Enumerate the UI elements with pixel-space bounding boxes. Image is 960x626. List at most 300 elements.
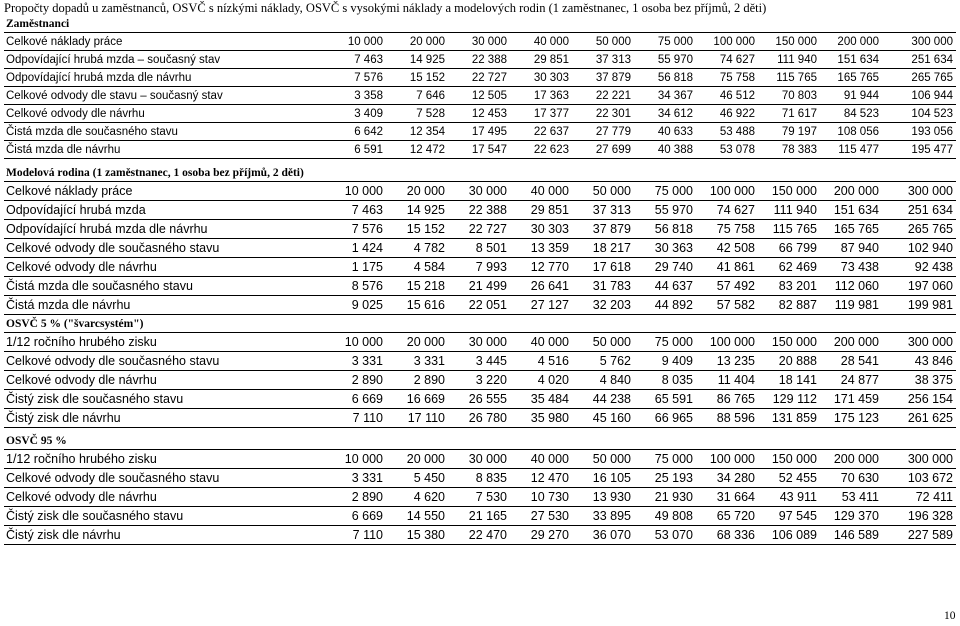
value-cell: 4 516: [510, 352, 572, 371]
table-row: [4, 87, 956, 105]
value-cell: 6 669: [324, 507, 386, 526]
value-cell: 6 642: [324, 123, 386, 141]
row-label: 1/12 ročního hrubého zisku: [4, 333, 324, 352]
row-label: Celkové odvody dle návrhu: [4, 105, 324, 123]
value-cell: 50 000: [572, 182, 634, 201]
data-table: [4, 332, 956, 428]
table-row: [4, 141, 956, 159]
page-number: 10: [944, 610, 956, 622]
value-cell: 53 411: [820, 488, 882, 507]
value-cell: 2 890: [386, 371, 448, 390]
row-label: Odpovídající hrubá mzda dle návrhu: [4, 220, 324, 239]
value-cell: 52 455: [758, 469, 820, 488]
value-cell: 7 993: [448, 258, 510, 277]
value-cell: 17 618: [572, 258, 634, 277]
row-label: Odpovídající hrubá mzda dle návrhu: [4, 69, 324, 87]
value-cell: 30 000: [448, 182, 510, 201]
value-cell: 150 000: [758, 450, 820, 469]
value-cell: 300 000: [882, 182, 956, 201]
row-label: Čistá mzda dle návrhu: [4, 141, 324, 159]
value-cell: 40 633: [634, 123, 696, 141]
value-cell: 44 637: [634, 277, 696, 296]
section-model-family: [4, 166, 953, 315]
value-cell: 86 765: [696, 390, 758, 409]
value-cell: 195 477: [882, 141, 956, 159]
value-cell: 56 818: [634, 220, 696, 239]
value-cell: 70 803: [758, 87, 820, 105]
section-osvc-5: [4, 317, 953, 428]
value-cell: 14 550: [386, 507, 448, 526]
value-cell: 40 000: [510, 33, 572, 51]
value-cell: 9 409: [634, 352, 696, 371]
value-cell: 102 940: [882, 239, 956, 258]
row-label: Celkové odvody dle návrhu: [4, 258, 324, 277]
value-cell: 11 404: [696, 371, 758, 390]
table-row: [4, 33, 956, 51]
value-cell: 30 303: [510, 220, 572, 239]
data-table: [4, 181, 956, 315]
value-cell: 13 359: [510, 239, 572, 258]
table-row: [4, 239, 956, 258]
value-cell: 22 623: [510, 141, 572, 159]
value-cell: 65 591: [634, 390, 696, 409]
value-cell: 15 616: [386, 296, 448, 315]
value-cell: 12 453: [448, 105, 510, 123]
value-cell: 131 859: [758, 409, 820, 428]
value-cell: 31 664: [696, 488, 758, 507]
value-cell: 32 203: [572, 296, 634, 315]
value-cell: 34 280: [696, 469, 758, 488]
value-cell: 7 463: [324, 51, 386, 69]
value-cell: 108 056: [820, 123, 882, 141]
value-cell: 251 634: [882, 51, 956, 69]
row-label: Celkové odvody dle současného stavu: [4, 239, 324, 258]
value-cell: 106 089: [758, 526, 820, 545]
value-cell: 17 495: [448, 123, 510, 141]
table-row: [4, 69, 956, 87]
value-cell: 4 620: [386, 488, 448, 507]
value-cell: 150 000: [758, 333, 820, 352]
value-cell: 10 000: [324, 450, 386, 469]
section-osvc-95: [4, 434, 953, 545]
value-cell: 22 637: [510, 123, 572, 141]
value-cell: 20 000: [386, 33, 448, 51]
value-cell: 300 000: [882, 333, 956, 352]
row-label: Celkové náklady práce: [4, 33, 324, 51]
value-cell: 13 930: [572, 488, 634, 507]
value-cell: 40 388: [634, 141, 696, 159]
value-cell: 251 634: [882, 201, 956, 220]
table-row: [4, 51, 956, 69]
value-cell: 13 235: [696, 352, 758, 371]
value-cell: 66 965: [634, 409, 696, 428]
row-label: Čistý zisk dle návrhu: [4, 526, 324, 545]
value-cell: 20 000: [386, 333, 448, 352]
value-cell: 6 591: [324, 141, 386, 159]
value-cell: 115 765: [758, 69, 820, 87]
value-cell: 22 301: [572, 105, 634, 123]
value-cell: 73 438: [820, 258, 882, 277]
value-cell: 7 110: [324, 526, 386, 545]
table-row: [4, 469, 956, 488]
value-cell: 31 783: [572, 277, 634, 296]
value-cell: 30 303: [510, 69, 572, 87]
value-cell: 22 470: [448, 526, 510, 545]
value-cell: 53 488: [696, 123, 758, 141]
value-cell: 68 336: [696, 526, 758, 545]
value-cell: 29 851: [510, 51, 572, 69]
value-cell: 29 851: [510, 201, 572, 220]
value-cell: 165 765: [820, 220, 882, 239]
value-cell: 66 799: [758, 239, 820, 258]
value-cell: 17 547: [448, 141, 510, 159]
value-cell: 12 472: [386, 141, 448, 159]
value-cell: 46 512: [696, 87, 758, 105]
value-cell: 12 354: [386, 123, 448, 141]
value-cell: 3 358: [324, 87, 386, 105]
value-cell: 8 501: [448, 239, 510, 258]
value-cell: 20 000: [386, 182, 448, 201]
value-cell: 22 727: [448, 69, 510, 87]
value-cell: 4 840: [572, 371, 634, 390]
value-cell: 200 000: [820, 333, 882, 352]
value-cell: 16 669: [386, 390, 448, 409]
value-cell: 200 000: [820, 182, 882, 201]
value-cell: 40 000: [510, 450, 572, 469]
row-label: 1/12 ročního hrubého zisku: [4, 450, 324, 469]
value-cell: 40 000: [510, 182, 572, 201]
value-cell: 8 035: [634, 371, 696, 390]
row-label: Celkové náklady práce: [4, 182, 324, 201]
value-cell: 36 070: [572, 526, 634, 545]
value-cell: 12 470: [510, 469, 572, 488]
value-cell: 197 060: [882, 277, 956, 296]
value-cell: 75 000: [634, 33, 696, 51]
value-cell: 3 331: [324, 469, 386, 488]
value-cell: 18 141: [758, 371, 820, 390]
value-cell: 106 944: [882, 87, 956, 105]
value-cell: 17 110: [386, 409, 448, 428]
value-cell: 37 313: [572, 201, 634, 220]
value-cell: 92 438: [882, 258, 956, 277]
value-cell: 27 699: [572, 141, 634, 159]
value-cell: 82 887: [758, 296, 820, 315]
value-cell: 6 669: [324, 390, 386, 409]
value-cell: 15 152: [386, 220, 448, 239]
value-cell: 44 238: [572, 390, 634, 409]
value-cell: 150 000: [758, 182, 820, 201]
value-cell: 57 492: [696, 277, 758, 296]
value-cell: 37 879: [572, 220, 634, 239]
value-cell: 55 970: [634, 51, 696, 69]
section-employees: [4, 17, 953, 159]
value-cell: 56 818: [634, 69, 696, 87]
section-title: OSVČ 5 % ("švarcsystém"): [6, 318, 144, 330]
value-cell: 22 388: [448, 51, 510, 69]
table-row: [4, 220, 956, 239]
value-cell: 79 197: [758, 123, 820, 141]
value-cell: 25 193: [634, 469, 696, 488]
value-cell: 44 892: [634, 296, 696, 315]
table-row: [4, 526, 956, 545]
value-cell: 129 370: [820, 507, 882, 526]
value-cell: 42 508: [696, 239, 758, 258]
data-table: [4, 32, 956, 159]
value-cell: 175 123: [820, 409, 882, 428]
value-cell: 34 612: [634, 105, 696, 123]
value-cell: 83 201: [758, 277, 820, 296]
value-cell: 196 328: [882, 507, 956, 526]
value-cell: 29 270: [510, 526, 572, 545]
value-cell: 265 765: [882, 220, 956, 239]
value-cell: 146 589: [820, 526, 882, 545]
value-cell: 4 020: [510, 371, 572, 390]
value-cell: 5 762: [572, 352, 634, 371]
value-cell: 115 765: [758, 220, 820, 239]
value-cell: 26 641: [510, 277, 572, 296]
value-cell: 111 940: [758, 51, 820, 69]
value-cell: 72 411: [882, 488, 956, 507]
value-cell: 84 523: [820, 105, 882, 123]
value-cell: 75 000: [634, 333, 696, 352]
table-row: [4, 123, 956, 141]
value-cell: 10 000: [324, 182, 386, 201]
value-cell: 7 530: [448, 488, 510, 507]
value-cell: 62 469: [758, 258, 820, 277]
value-cell: 22 221: [572, 87, 634, 105]
value-cell: 70 630: [820, 469, 882, 488]
row-label: Čistý zisk dle současného stavu: [4, 390, 324, 409]
value-cell: 75 758: [696, 69, 758, 87]
value-cell: 4 782: [386, 239, 448, 258]
value-cell: 29 740: [634, 258, 696, 277]
value-cell: 200 000: [820, 33, 882, 51]
value-cell: 53 070: [634, 526, 696, 545]
value-cell: 27 127: [510, 296, 572, 315]
row-label: Celkové odvody dle návrhu: [4, 371, 324, 390]
value-cell: 7 463: [324, 201, 386, 220]
value-cell: 227 589: [882, 526, 956, 545]
value-cell: 12 770: [510, 258, 572, 277]
value-cell: 150 000: [758, 33, 820, 51]
value-cell: 74 627: [696, 51, 758, 69]
value-cell: 10 730: [510, 488, 572, 507]
row-label: Čistá mzda dle současného stavu: [4, 277, 324, 296]
value-cell: 10 000: [324, 33, 386, 51]
value-cell: 3 445: [448, 352, 510, 371]
value-cell: 112 060: [820, 277, 882, 296]
section-title: Zaměstnanci: [6, 18, 70, 30]
value-cell: 14 925: [386, 201, 448, 220]
value-cell: 8 835: [448, 469, 510, 488]
value-cell: 57 582: [696, 296, 758, 315]
value-cell: 193 056: [882, 123, 956, 141]
table-row: [4, 371, 956, 390]
table-row: [4, 105, 956, 123]
value-cell: 17 377: [510, 105, 572, 123]
value-cell: 14 925: [386, 51, 448, 69]
page-title: Propočty dopadů u zaměstnanců, OSVČ s nízkými náklady, OSVČ s vysokými náklady a modelových rodin (1 zaměstnanec, 1 osoba bez příjmů, 2 děti): [4, 1, 767, 15]
value-cell: 15 152: [386, 69, 448, 87]
value-cell: 3 220: [448, 371, 510, 390]
value-cell: 22 727: [448, 220, 510, 239]
value-cell: 15 380: [386, 526, 448, 545]
value-cell: 103 672: [882, 469, 956, 488]
value-cell: 2 890: [324, 488, 386, 507]
value-cell: 37 313: [572, 51, 634, 69]
value-cell: 3 409: [324, 105, 386, 123]
value-cell: 200 000: [820, 450, 882, 469]
value-cell: 9 025: [324, 296, 386, 315]
row-label: Celkové odvody dle současného stavu: [4, 352, 324, 371]
value-cell: 28 541: [820, 352, 882, 371]
value-cell: 35 484: [510, 390, 572, 409]
value-cell: 21 930: [634, 488, 696, 507]
value-cell: 1 424: [324, 239, 386, 258]
table-row: [4, 507, 956, 526]
value-cell: 20 888: [758, 352, 820, 371]
value-cell: 300 000: [882, 33, 956, 51]
value-cell: 75 000: [634, 182, 696, 201]
value-cell: 115 477: [820, 141, 882, 159]
value-cell: 16 105: [572, 469, 634, 488]
value-cell: 104 523: [882, 105, 956, 123]
value-cell: 165 765: [820, 69, 882, 87]
value-cell: 119 981: [820, 296, 882, 315]
value-cell: 97 545: [758, 507, 820, 526]
value-cell: 21 165: [448, 507, 510, 526]
value-cell: 46 922: [696, 105, 758, 123]
row-label: Celkové odvody dle stavu – současný stav: [4, 87, 324, 105]
table-row: [4, 258, 956, 277]
row-label: Čistý zisk dle návrhu: [4, 409, 324, 428]
value-cell: 2 890: [324, 371, 386, 390]
value-cell: 18 217: [572, 239, 634, 258]
value-cell: 10 000: [324, 333, 386, 352]
value-cell: 27 530: [510, 507, 572, 526]
value-cell: 71 617: [758, 105, 820, 123]
value-cell: 5 450: [386, 469, 448, 488]
value-cell: 129 112: [758, 390, 820, 409]
value-cell: 65 720: [696, 507, 758, 526]
value-cell: 151 634: [820, 51, 882, 69]
row-label: Čistý zisk dle současného stavu: [4, 507, 324, 526]
row-label: Celkové odvody dle současného stavu: [4, 469, 324, 488]
value-cell: 50 000: [572, 333, 634, 352]
value-cell: 74 627: [696, 201, 758, 220]
value-cell: 35 980: [510, 409, 572, 428]
data-table: [4, 449, 956, 545]
row-label: Odpovídající hrubá mzda – současný stav: [4, 51, 324, 69]
value-cell: 75 758: [696, 220, 758, 239]
value-cell: 7 528: [386, 105, 448, 123]
value-cell: 151 634: [820, 201, 882, 220]
value-cell: 261 625: [882, 409, 956, 428]
value-cell: 7 110: [324, 409, 386, 428]
value-cell: 30 363: [634, 239, 696, 258]
value-cell: 88 596: [696, 409, 758, 428]
table-row: [4, 409, 956, 428]
row-label: Čistá mzda dle návrhu: [4, 296, 324, 315]
table-row: [4, 333, 956, 352]
value-cell: 43 911: [758, 488, 820, 507]
value-cell: 26 780: [448, 409, 510, 428]
value-cell: 100 000: [696, 450, 758, 469]
value-cell: 45 160: [572, 409, 634, 428]
value-cell: 40 000: [510, 333, 572, 352]
value-cell: 12 505: [448, 87, 510, 105]
table-row: [4, 277, 956, 296]
value-cell: 26 555: [448, 390, 510, 409]
value-cell: 8 576: [324, 277, 386, 296]
value-cell: 21 499: [448, 277, 510, 296]
value-cell: 171 459: [820, 390, 882, 409]
table-row: [4, 488, 956, 507]
value-cell: 7 576: [324, 69, 386, 87]
section-title: Modelová rodina (1 zaměstnanec, 1 osoba bez příjmů, 2 děti): [6, 167, 304, 179]
value-cell: 199 981: [882, 296, 956, 315]
row-label: Odpovídající hrubá mzda: [4, 201, 324, 220]
value-cell: 37 879: [572, 69, 634, 87]
value-cell: 75 000: [634, 450, 696, 469]
value-cell: 27 779: [572, 123, 634, 141]
value-cell: 7 576: [324, 220, 386, 239]
row-label: Čistá mzda dle současného stavu: [4, 123, 324, 141]
table-row: [4, 296, 956, 315]
value-cell: 53 078: [696, 141, 758, 159]
value-cell: 33 895: [572, 507, 634, 526]
table-row: [4, 201, 956, 220]
value-cell: 20 000: [386, 450, 448, 469]
value-cell: 24 877: [820, 371, 882, 390]
value-cell: 87 940: [820, 239, 882, 258]
value-cell: 17 363: [510, 87, 572, 105]
value-cell: 22 051: [448, 296, 510, 315]
table-row: [4, 390, 956, 409]
value-cell: 300 000: [882, 450, 956, 469]
value-cell: 30 000: [448, 33, 510, 51]
value-cell: 30 000: [448, 333, 510, 352]
value-cell: 100 000: [696, 33, 758, 51]
value-cell: 55 970: [634, 201, 696, 220]
value-cell: 4 584: [386, 258, 448, 277]
table-row: [4, 182, 956, 201]
value-cell: 91 944: [820, 87, 882, 105]
section-title: OSVČ 95 %: [6, 435, 67, 447]
value-cell: 30 000: [448, 450, 510, 469]
value-cell: 49 808: [634, 507, 696, 526]
row-label: Celkové odvody dle návrhu: [4, 488, 324, 507]
value-cell: 78 383: [758, 141, 820, 159]
value-cell: 15 218: [386, 277, 448, 296]
value-cell: 100 000: [696, 333, 758, 352]
value-cell: 100 000: [696, 182, 758, 201]
value-cell: 50 000: [572, 450, 634, 469]
value-cell: 43 846: [882, 352, 956, 371]
value-cell: 265 765: [882, 69, 956, 87]
value-cell: 34 367: [634, 87, 696, 105]
value-cell: 22 388: [448, 201, 510, 220]
value-cell: 50 000: [572, 33, 634, 51]
value-cell: 111 940: [758, 201, 820, 220]
table-row: [4, 450, 956, 469]
value-cell: 41 861: [696, 258, 758, 277]
table-row: [4, 352, 956, 371]
value-cell: 3 331: [386, 352, 448, 371]
value-cell: 3 331: [324, 352, 386, 371]
value-cell: 7 646: [386, 87, 448, 105]
value-cell: 1 175: [324, 258, 386, 277]
